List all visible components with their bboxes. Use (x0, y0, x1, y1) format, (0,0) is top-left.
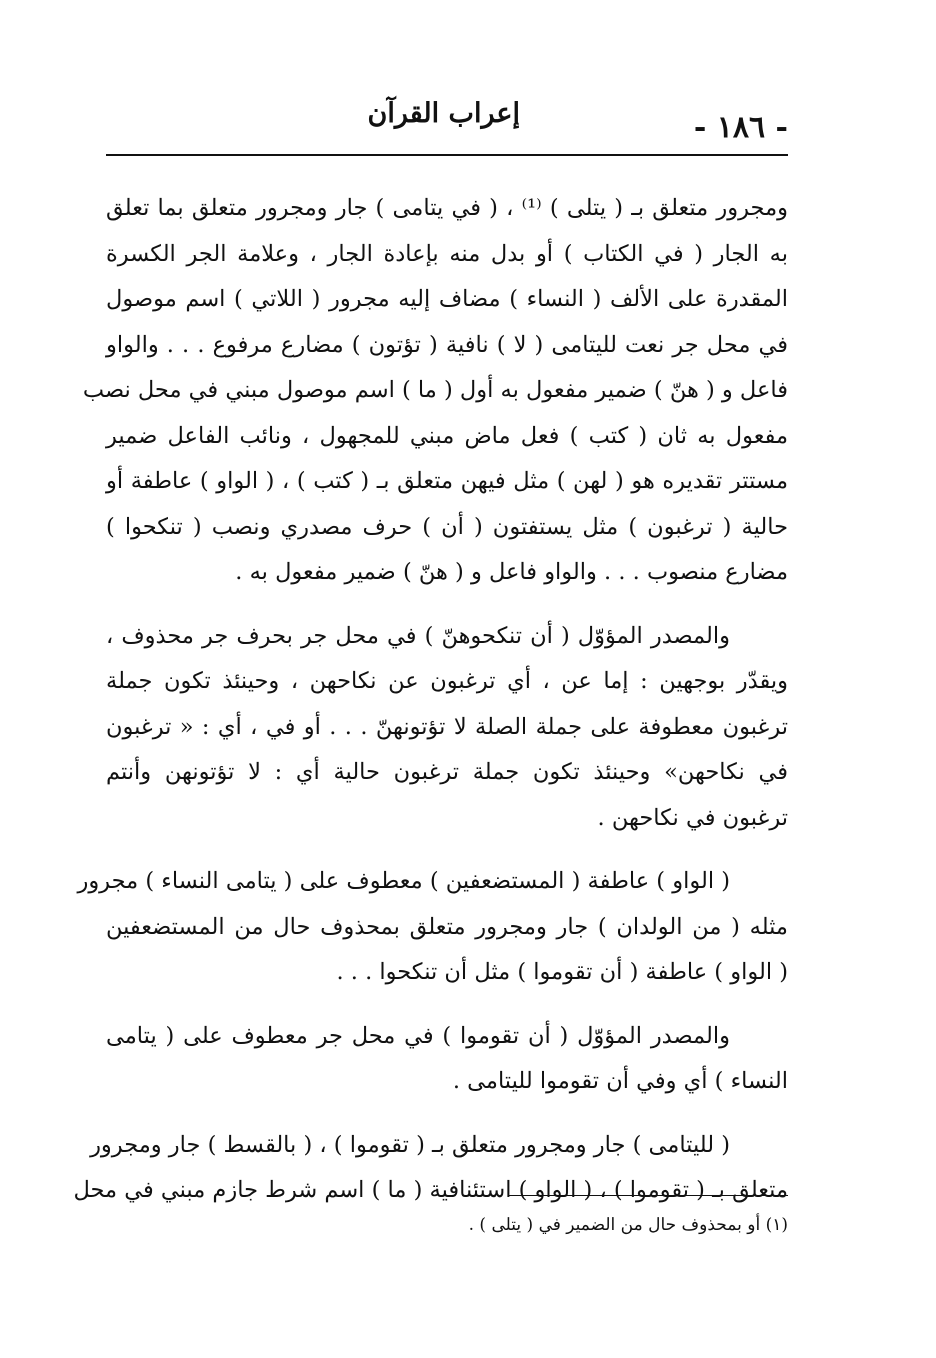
text-line: ويقدّر بوجهين : إما عن ، أي ترغبون عن نكاحهن ، وحينئذ تكون جملة (106, 668, 788, 694)
text-line: ( الواو ) عاطفة ( المستضعفين ) معطوف على ( يتامى النساء ) مجرور (77, 868, 730, 894)
paragraph (82, 186, 788, 596)
text-line: ترغبون في نكاحهن . (597, 804, 788, 831)
paragraph (77, 859, 788, 996)
text-line: النساء ) أي وفي أن تقوموا لليتامى . (452, 1068, 788, 1094)
footnote-rule (508, 1195, 788, 1196)
footnote: (١) أو بمحذوف حال من الضمير في ( يتلى ) . (468, 1215, 788, 1235)
text-line: مستتر تقديره هو ( لهن ) مثل فيهن متعلق بـ ( كتب ) ، ( الواو ) عاطفة أو (106, 468, 788, 494)
text-line: في نكاحهن» وحينئذ تكون جملة ترغبون حالية أي : لا تؤتونهن وأنتم (106, 759, 788, 785)
page-number: - ١٨٦ - (693, 110, 788, 145)
text-line: ترغبون معطوفة على جملة الصلة لا تؤتونهنّ . . . أو في ، أي : « ترغبون (106, 713, 788, 740)
text-line: والمصدر المؤوّل ( أن تنكحوهنّ ) في محل جر بحرف جر محذوف ، (106, 622, 730, 649)
text-line: مثله ( من الولدان ) جار ومجرور متعلق بمحذوف حال من المستضعفين (106, 913, 788, 940)
text-line: ( لليتامى ) جار ومجرور متعلق بـ ( تقوموا ) ، ( بالقسط ) جار ومجرور (90, 1131, 730, 1158)
header-rule (106, 154, 788, 156)
text-line: حالية ( ترغبون ) مثل يستفتون ( أن ) حرف مصدري ونصب ( تنكحوا ) (106, 513, 788, 540)
page-header (106, 92, 788, 152)
text-line: المقدرة على الألف ( النساء ) مضاف إليه مجرور ( اللاتي ) اسم موصول (106, 286, 788, 312)
paragraph (73, 1123, 788, 1214)
running-title: إعراب القرآن (367, 98, 520, 129)
paragraph (106, 614, 788, 842)
text-line: مفعول به ثان ( كتب ) فعل ماض مبني للمجهول ، ونائب الفاعل ضمير (106, 422, 788, 449)
text-line: ( الواو ) عاطفة ( أن تقوموا ) مثل أن تنكحوا . . . (336, 959, 788, 985)
text-line: ومجرور متعلق بـ ( يتلى ) ⁽¹⁾ ، ( في يتامى ) جار ومجرور متعلق بما تعلق (106, 195, 788, 221)
paragraph (106, 1014, 788, 1105)
text-line: والمصدر المؤوّل ( أن تقوموا ) في محل جر معطوف على ( يتامى (106, 1022, 730, 1049)
body-text (73, 186, 788, 1232)
text-line: في محل جر نعت لليتامى ( لا ) نافية ( تؤتون ) مضارع مرفوع . . . والواو (106, 331, 788, 358)
text-line: متعلق بـ ( تقوموا ) ، ( الواو ) استئنافية ( ما ) اسم شرط جازم مبني في محل (73, 1177, 788, 1203)
text-line: به الجار ( في الكتاب ) أو بدل منه بإعادة الجار ، وعلامة الجر الكسرة (106, 240, 788, 267)
text-line: فاعل و ( هنّ ) ضمير مفعول به أول ( ما ) اسم موصول مبني في محل نصب (82, 377, 788, 403)
text-line: مضارع منصوب . . . والواو فاعل و ( هنّ ) ضمير مفعول به . (235, 559, 788, 585)
